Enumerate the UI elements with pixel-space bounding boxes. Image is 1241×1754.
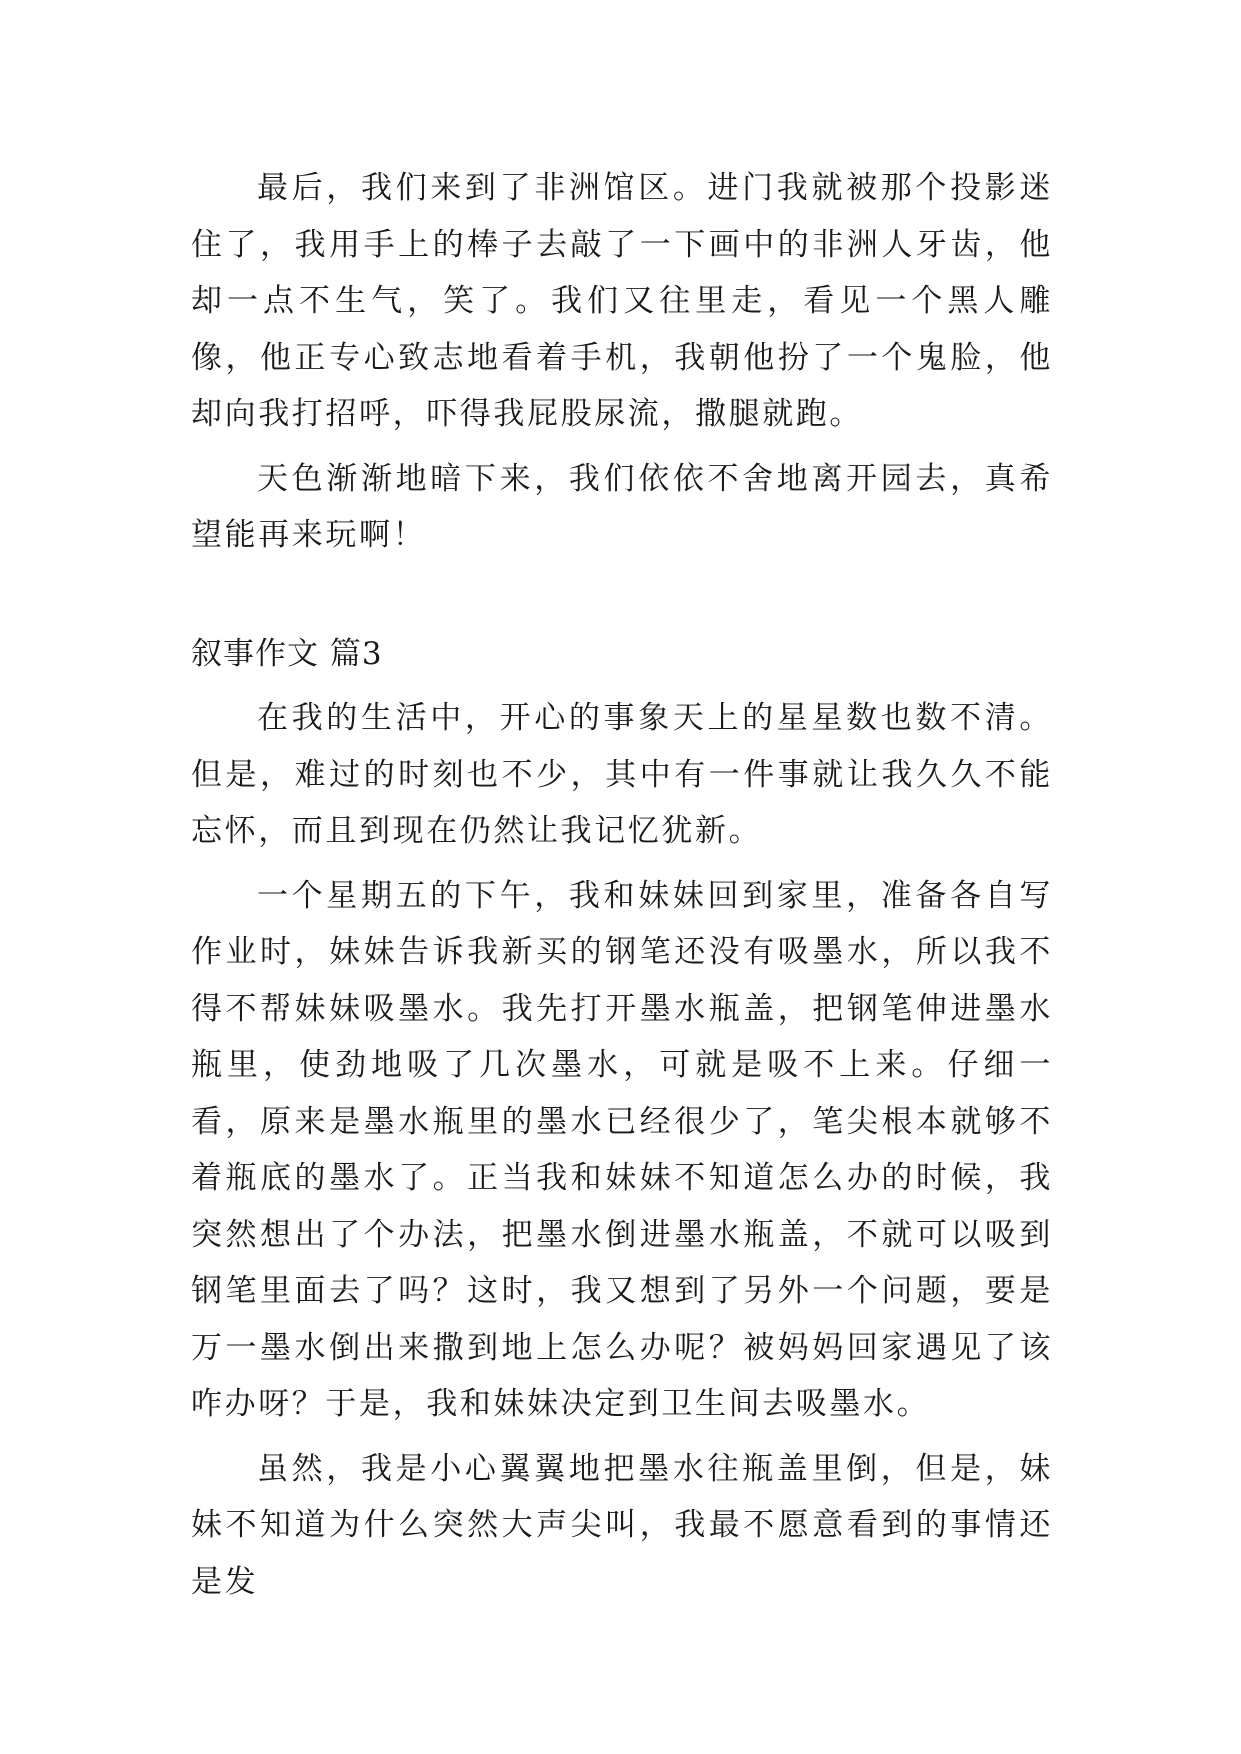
paragraph-intro: 在我的生活中，开心的事象天上的星星数也数不清。但是，难过的时刻也不少，其中有一件事就让我久久不能忘怀，而且到现在仍然让我记忆犹新。 bbox=[191, 700, 1053, 849]
section-title: 叙事作文 篇3 bbox=[191, 635, 383, 672]
paragraph-ink-accident: 虽然，我是小心翼翼地把墨水往瓶盖里倒，但是，妹妹不知道为什么突然大声尖叫，我最不愿意看到的事情还是发 bbox=[191, 1450, 1053, 1600]
paragraph-africa-hall: 最后，我们来到了非洲馆区。进门我就被那个投影迷住了，我用手上的棒子去敲了一下画中的非洲人牙齿，他却一点不生气，笑了。我们又往里走，看见一个黑人雕像，他正专心致志地看着手机，我朝他扮了一个鬼脸，他却向我打招呼，吓得我屁股尿流，撒腿就跑。 bbox=[191, 170, 1053, 432]
document-body bbox=[191, 160, 1053, 1618]
paragraph-ink-story: 一个星期五的下午，我和妹妹回到家里，准备各自写作业时，妹妹告诉我新买的钢笔还没有吸墨水，所以我不得不帮妹妹吸墨水。我先打开墨水瓶盖，把钢笔伸进墨水瓶里，使劲地吸了几次墨水，可就是吸不上来。仔细一看，原来是墨水瓶里的墨水已经很少了，笔尖根本就够不着瓶底的墨水了。正当我和妹妹不知道怎么办的时候，我突然想出了个办法，把墨水倒进墨水瓶盖，不就可以吸到钢笔里面去了吗？这时，我又想到了另外一个问题，要是万一墨水倒出来撒到地上怎么办呢？被妈妈回家遇见了该咋办呀？于是，我和妹妹决定到卫生间去吸墨水。 bbox=[191, 877, 1053, 1422]
paragraph-leaving-park: 天色渐渐地暗下来，我们依依不舍地离开园去，真希望能再来玩啊！ bbox=[191, 460, 1053, 553]
